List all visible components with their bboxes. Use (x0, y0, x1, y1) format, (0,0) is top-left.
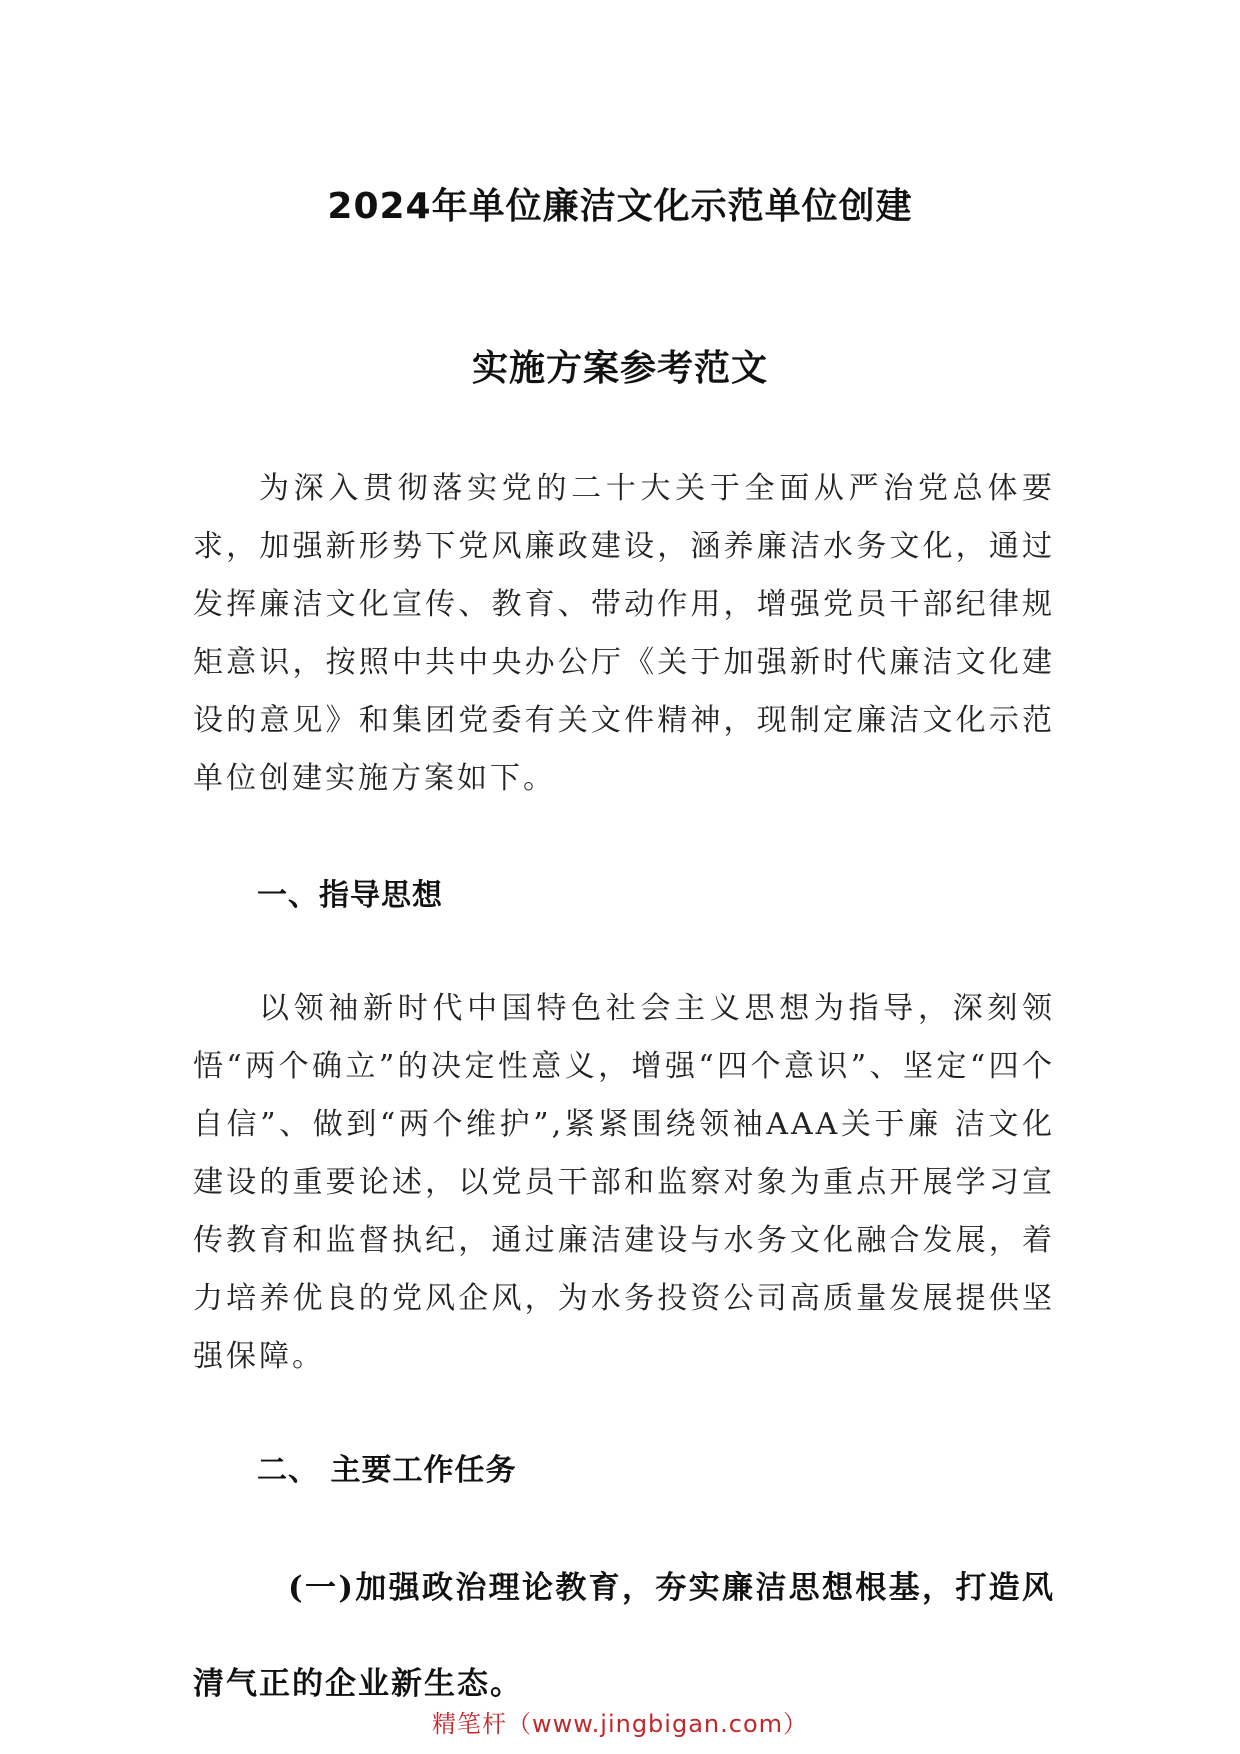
footer-watermark: 精笔杆（www.jingbigan.com） (431, 1710, 809, 1738)
intro-paragraph: 为深入贯彻落实党的二十大关于全面从严治党总体要求，加强新形势下党风廉政建设，涵养廉洁水务文化，通过发挥廉洁文化宣传、教育、带动作用，增强党员干部纪律规矩意识，按照中共中央办公厅《关于加强新时代廉洁文化建设的意见》和集团党委有关文件精神，现制定廉洁文化示范单位创建实施方案如下。 (193, 471, 1055, 796)
document-title-line2: 实施方案参考范文 (471, 348, 768, 389)
section1-paragraph: 以领袖新时代中国特色社会主义思想为指导，深刻领悟“两个确立”的决定性意义，增强“四个意识”、坚定“四个自信”、做到“两个维护”,紧紧围绕领袖AAA关于廉 洁文化建设的重要论述，以党员干部和监察对象为重点开展学习宣传教育和监督执纪，通过廉洁建设与水务文化融合发展，着力培养优良的党风企风，为水务投资公司高质量发展提供坚强保障。 (193, 991, 1055, 1374)
section2-heading: 二、 主要工作任务 (257, 1453, 517, 1488)
section1-heading: 一、指导思想 (257, 878, 443, 913)
document-title-line1: 2024年单位廉洁文化示范单位创建 (327, 186, 913, 227)
subsection1-heading: (一)加强政治理论教育，夯实廉洁思想根基，打造风清气正的企业新生态。 (193, 1570, 1055, 1702)
